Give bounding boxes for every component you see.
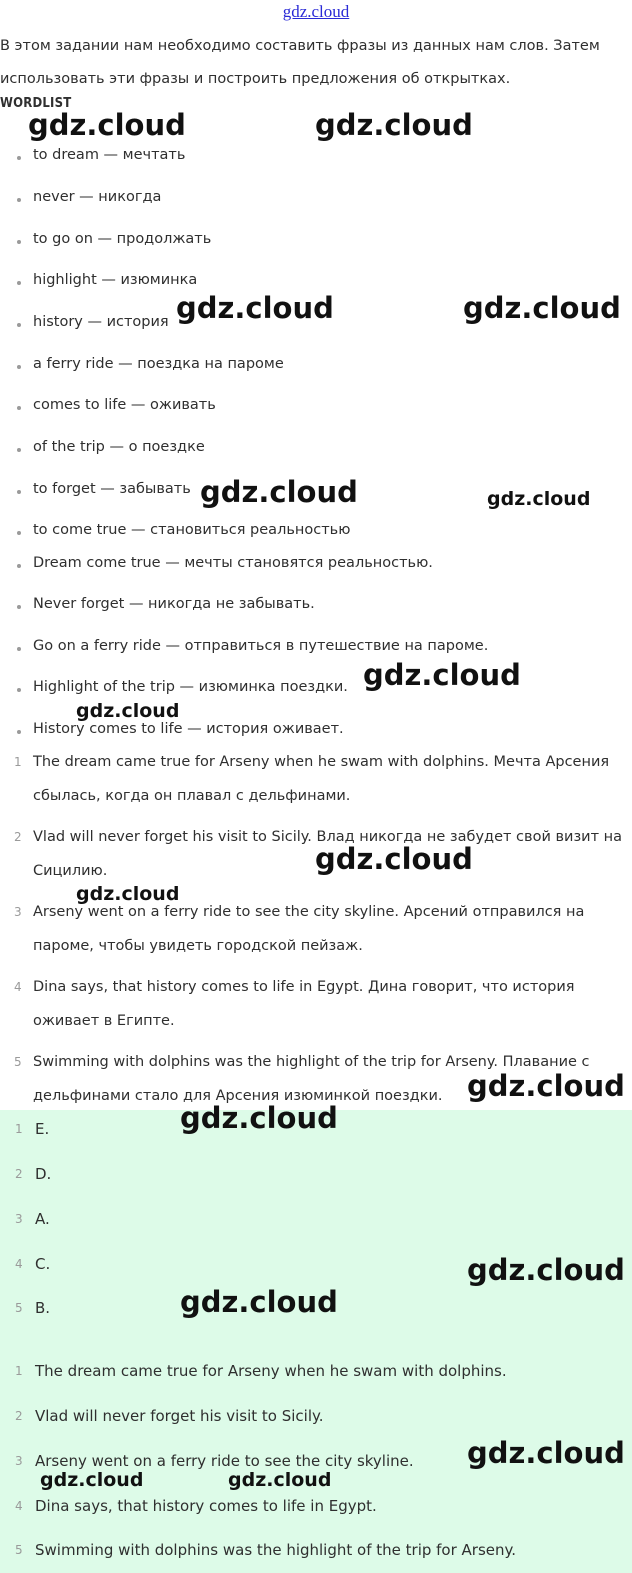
item-number: 4 xyxy=(15,1499,23,1513)
item-number: 4 xyxy=(14,980,22,994)
answer-letter: 4 C. xyxy=(15,1255,51,1273)
example-sentence: 5 Swimming with dolphins was the highlight of the trip for Arseny. Плавание с дельфинами стало для Арсения изюминкой поездки. xyxy=(33,1045,631,1113)
answer-sentence: 3 Arseny went on a ferry ride to see the city skyline. xyxy=(15,1452,414,1470)
item-number: 5 xyxy=(15,1543,23,1557)
watermark: gdz.cloud xyxy=(228,1469,332,1491)
watermark: gdz.cloud xyxy=(180,1101,338,1135)
wordlist-item: to come true — становиться реальностью xyxy=(33,522,350,538)
bullet-icon xyxy=(17,281,21,285)
item-number: 1 xyxy=(15,1364,23,1378)
example-sentence: 1 The dream came true for Arseny when he swam with dolphins. Мечта Арсения сбылась, когда он плавал с дельфинами. xyxy=(33,745,631,813)
watermark: gdz.cloud xyxy=(487,488,591,510)
watermark: gdz.cloud xyxy=(467,1436,625,1470)
wordlist-item: history — история xyxy=(33,314,169,330)
answer-sentence: 4 Dina says, that history comes to life in Egypt. xyxy=(15,1497,377,1515)
item-number: 4 xyxy=(15,1257,23,1271)
answer-sentence: 1 The dream came true for Arseny when he swam with dolphins. xyxy=(15,1362,507,1380)
item-number: 3 xyxy=(14,905,22,919)
item-number: 5 xyxy=(15,1301,23,1315)
bullet-icon xyxy=(17,531,21,535)
answers-panel xyxy=(0,1110,632,1573)
wordlist-item: never — никогда xyxy=(33,189,161,205)
answer-letter: 1 E. xyxy=(15,1120,50,1138)
wordlist-item: highlight — изюминка xyxy=(33,272,197,288)
watermark: gdz.cloud xyxy=(76,700,180,722)
example-sentence: 2 Vlad will never forget his visit to Sicily. Влад никогда не забудет свой визит на Сицилию. xyxy=(33,820,631,888)
bullet-icon xyxy=(17,240,21,244)
watermark: gdz.cloud xyxy=(28,108,186,142)
item-number: 2 xyxy=(15,1409,23,1423)
bullet-icon xyxy=(17,406,21,410)
item-number: 3 xyxy=(15,1454,23,1468)
wordlist-item: a ferry ride — поездка на пароме xyxy=(33,356,284,372)
watermark: gdz.cloud xyxy=(467,1253,625,1287)
watermark: gdz.cloud xyxy=(180,1285,338,1319)
site-link[interactable]: gdz.cloud xyxy=(282,2,350,21)
item-number: 2 xyxy=(15,1167,23,1181)
item-number: 2 xyxy=(14,830,22,844)
watermark: gdz.cloud xyxy=(200,475,358,509)
example-sentence: 3 Arseny went on a ferry ride to see the city skyline. Арсений отправился на пароме, чтобы увидеть городской пейзаж. xyxy=(33,895,631,963)
bullet-icon xyxy=(17,448,21,452)
watermark: gdz.cloud xyxy=(467,1069,625,1103)
item-number: 5 xyxy=(14,1055,22,1069)
wordlist-item: of the trip — о поездке xyxy=(33,439,205,455)
bullet-icon xyxy=(17,323,21,327)
item-number: 1 xyxy=(14,755,22,769)
answer-letter: 3 A. xyxy=(15,1210,50,1228)
wordlist-item: comes to life — оживать xyxy=(33,397,216,413)
answer-sentence: 5 Swimming with dolphins was the highlight of the trip for Arseny. xyxy=(15,1541,517,1559)
intro-text: В этом задании нам необходимо составить фразы из данных нам слов. Затем использовать эти фразы и построить предложения об открытках. xyxy=(0,38,600,87)
wordlist-item: History comes to life — история оживает. xyxy=(33,721,344,737)
bullet-icon xyxy=(17,647,21,651)
wordlist-item: Dream come true — мечты становятся реальностью. xyxy=(33,555,433,571)
bullet-icon xyxy=(17,365,21,369)
bullet-icon xyxy=(17,490,21,494)
watermark: gdz.cloud xyxy=(315,842,473,876)
answer-letter: 5 B. xyxy=(15,1299,51,1317)
bullet-icon xyxy=(17,605,21,609)
wordlist-item: Highlight of the trip — изюминка поездки. xyxy=(33,679,348,695)
wordlist-item: to forget — забывать xyxy=(33,481,191,497)
item-number: 1 xyxy=(15,1122,23,1136)
wordlist-item: Never forget — никогда не забывать. xyxy=(33,596,315,612)
wordlist-heading: WORDLIST xyxy=(0,96,72,111)
wordlist-item: to dream — мечтать xyxy=(33,147,185,163)
watermark: gdz.cloud xyxy=(463,291,621,325)
bullet-icon xyxy=(17,688,21,692)
watermark: gdz.cloud xyxy=(176,291,334,325)
item-number: 3 xyxy=(15,1212,23,1226)
watermark: gdz.cloud xyxy=(40,1469,144,1491)
bullet-icon xyxy=(17,198,21,202)
wordlist-item: Go on a ferry ride — отправиться в путешествие на пароме. xyxy=(33,638,488,654)
bullet-icon xyxy=(17,730,21,734)
watermark: gdz.cloud xyxy=(76,883,180,905)
wordlist-item: to go on — продолжать xyxy=(33,231,211,247)
example-sentence: 4 Dina says, that history comes to life in Egypt. Дина говорит, что история оживает в Египте. xyxy=(33,970,631,1038)
bullet-icon xyxy=(17,564,21,568)
answer-letter: 2 D. xyxy=(15,1165,52,1183)
watermark: gdz.cloud xyxy=(315,108,473,142)
watermark: gdz.cloud xyxy=(363,658,521,692)
bullet-icon xyxy=(17,156,21,160)
answer-sentence: 2 Vlad will never forget his visit to Sicily. xyxy=(15,1407,324,1425)
